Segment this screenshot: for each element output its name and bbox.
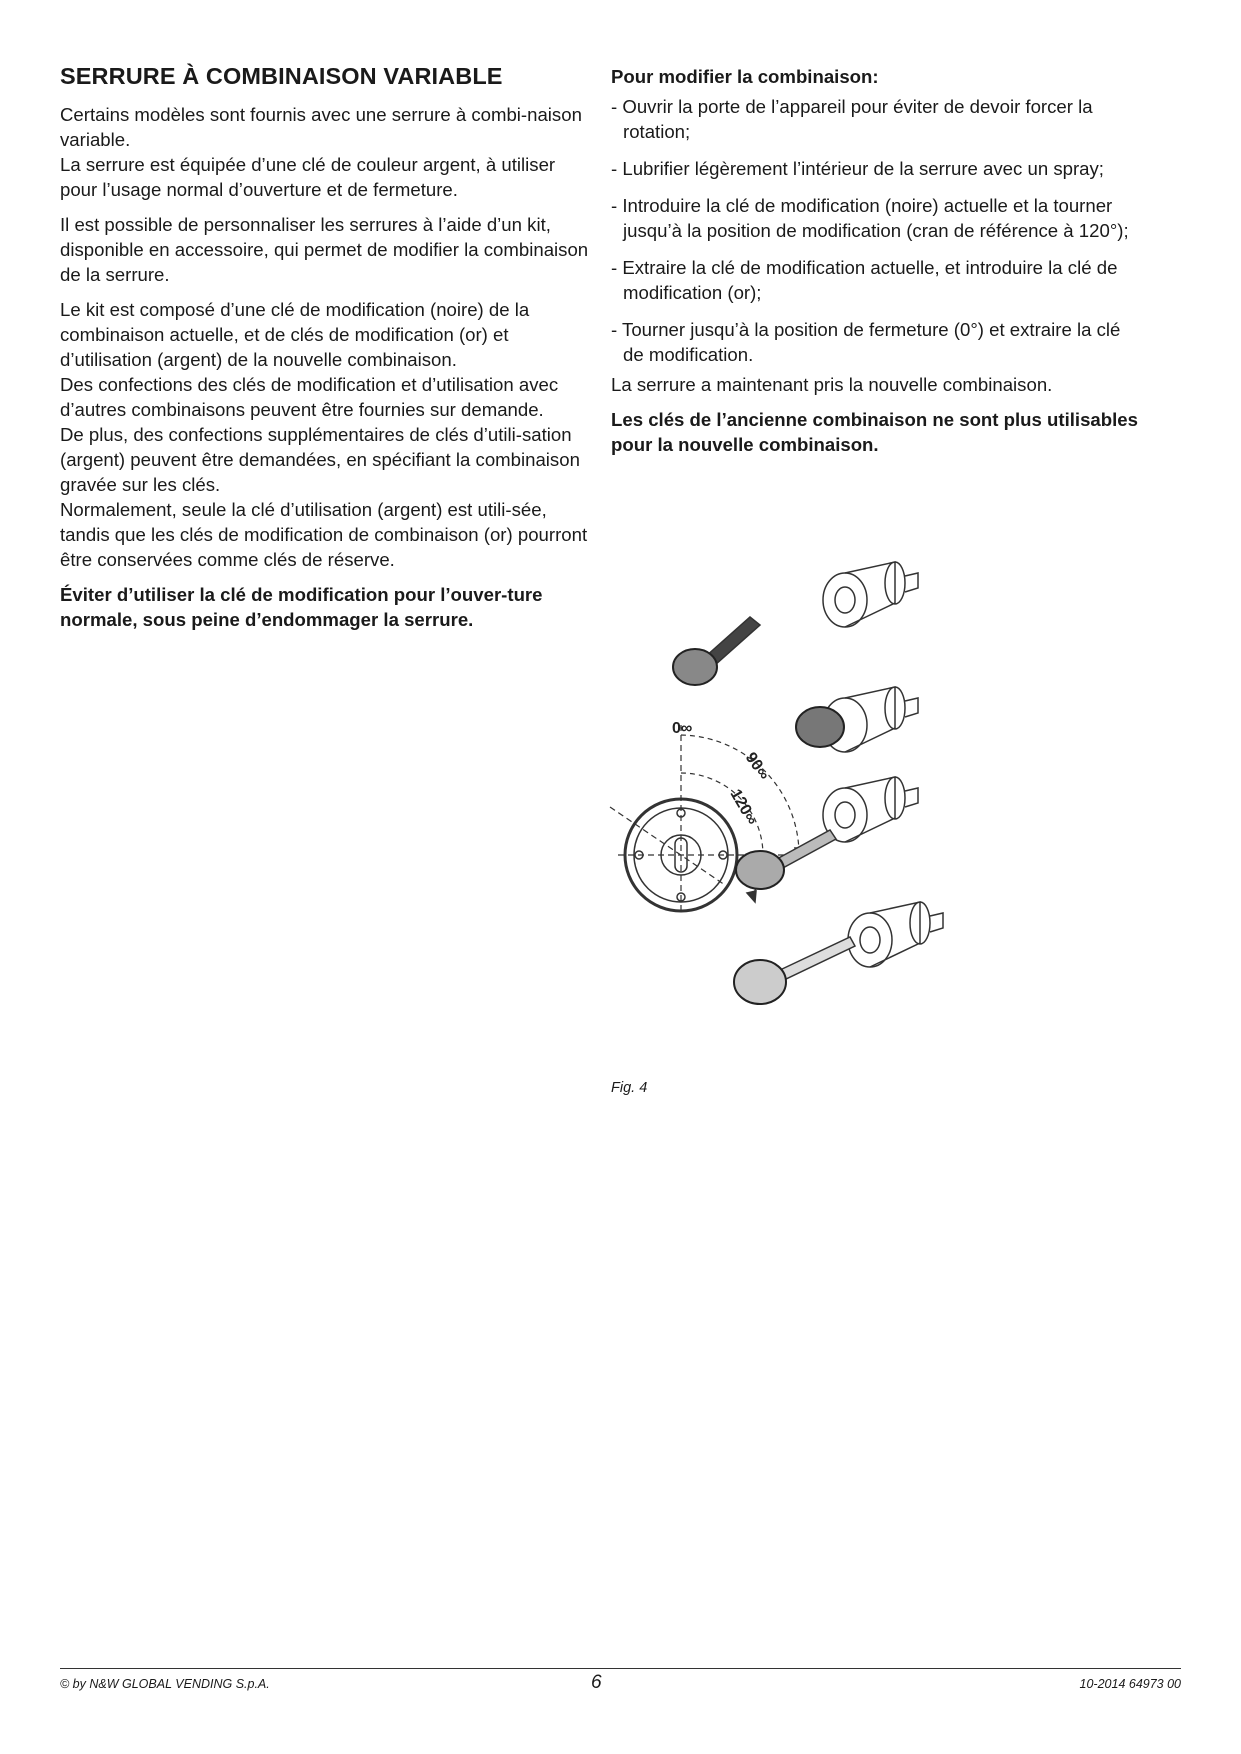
warning-modification-key: Éviter d’utiliser la clé de modification pour l’ouver-ture normale, sous peine d’endommager la serrure. [60,584,543,630]
paragraph-kit: Le kit est composé d’une clé de modification (noire) de la combinaison actuelle, et de clés de modification (or) et d’utilisation (argent) de la nouvelle combinaison. [60,299,530,370]
right-column [611,64,1141,457]
key-black [673,617,760,685]
page-number: 6 [591,1672,602,1693]
step-item: - Tourner jusqu’à la position de fermeture (0°) et extraire la clé de modification. [611,319,1121,365]
page-footer [60,1672,1181,1694]
key-gold [736,830,836,889]
paragraph-other-combinations: Des confections des clés de modification et d’utilisation avec d’autres combinaisons peuvent être fournies sur demande. [60,374,559,420]
angle-label-0: 0∞ [672,720,693,737]
footer-copyright: © by N&W GLOBAL VENDING S.p.A. [60,1677,270,1691]
lock-illustration [600,555,970,1055]
cylinder-3 [823,777,918,842]
paragraph-new-combination: La serrure a maintenant pris la nouvelle combinaison. [611,374,1053,395]
angle-label-90: 90∞ [741,749,773,784]
paragraph-intro: Certains modèles sont fournis avec une serrure à combi-naison variable. [60,104,582,150]
angle-label-120: 120∞ [726,786,761,829]
paragraph-extra-keys: De plus, des confections supplémentaires de clés d’utili-sation (argent) peuvent être demandées, en spécifiant la combinaison gravée sur les clés. [60,424,580,495]
step-item: - Introduire la clé de modification (noire) actuelle et la tourner jusqu’à la position de modification (cran de référence à 120°); [611,195,1129,241]
procedure-heading: Pour modifier la combinaison: [611,66,879,87]
paragraph-silver-key: La serrure est équipée d’une clé de couleur argent, à utiliser pour l’usage normal d’ouverture et de fermeture. [60,154,556,200]
paragraph-customize: Il est possible de personnaliser les serrures à l’aide d’un kit, disponible en accessoire, qui permet de modifier la combinaison de la serrure. [60,214,589,285]
cylinder-4 [848,902,943,967]
step-item: - Ouvrir la porte de l’appareil pour éviter de devoir forcer la rotation; [611,96,1093,142]
footer-doc-code: 10-2014 64973 00 [1079,1677,1181,1691]
section-title: SERRURE À COMBINAISON VARIABLE [60,63,503,89]
warning-old-keys: Les clés de l’ancienne combinaison ne sont plus utilisables pour la nouvelle combinaison. [611,409,1138,455]
step-item: - Lubrifier légèrement l’intérieur de la serrure avec un spray; [611,158,1104,179]
key-silver [734,937,855,1004]
figure-caption: Fig. 4 [611,1080,648,1096]
cylinder-2 [796,687,918,752]
cylinder-1 [823,562,918,627]
procedure-steps [611,94,1141,367]
left-column [60,62,590,632]
footer-divider [60,1668,1181,1669]
paragraph-normal-use: Normalement, seule la clé d’utilisation (argent) est utili-sée, tandis que les clés de modification de combinaison (or) pourront être conservées comme clés de réserve. [60,499,588,570]
step-item: - Extraire la clé de modification actuelle, et introduire la clé de modification (or); [611,257,1118,303]
lock-figure [600,555,970,1055]
